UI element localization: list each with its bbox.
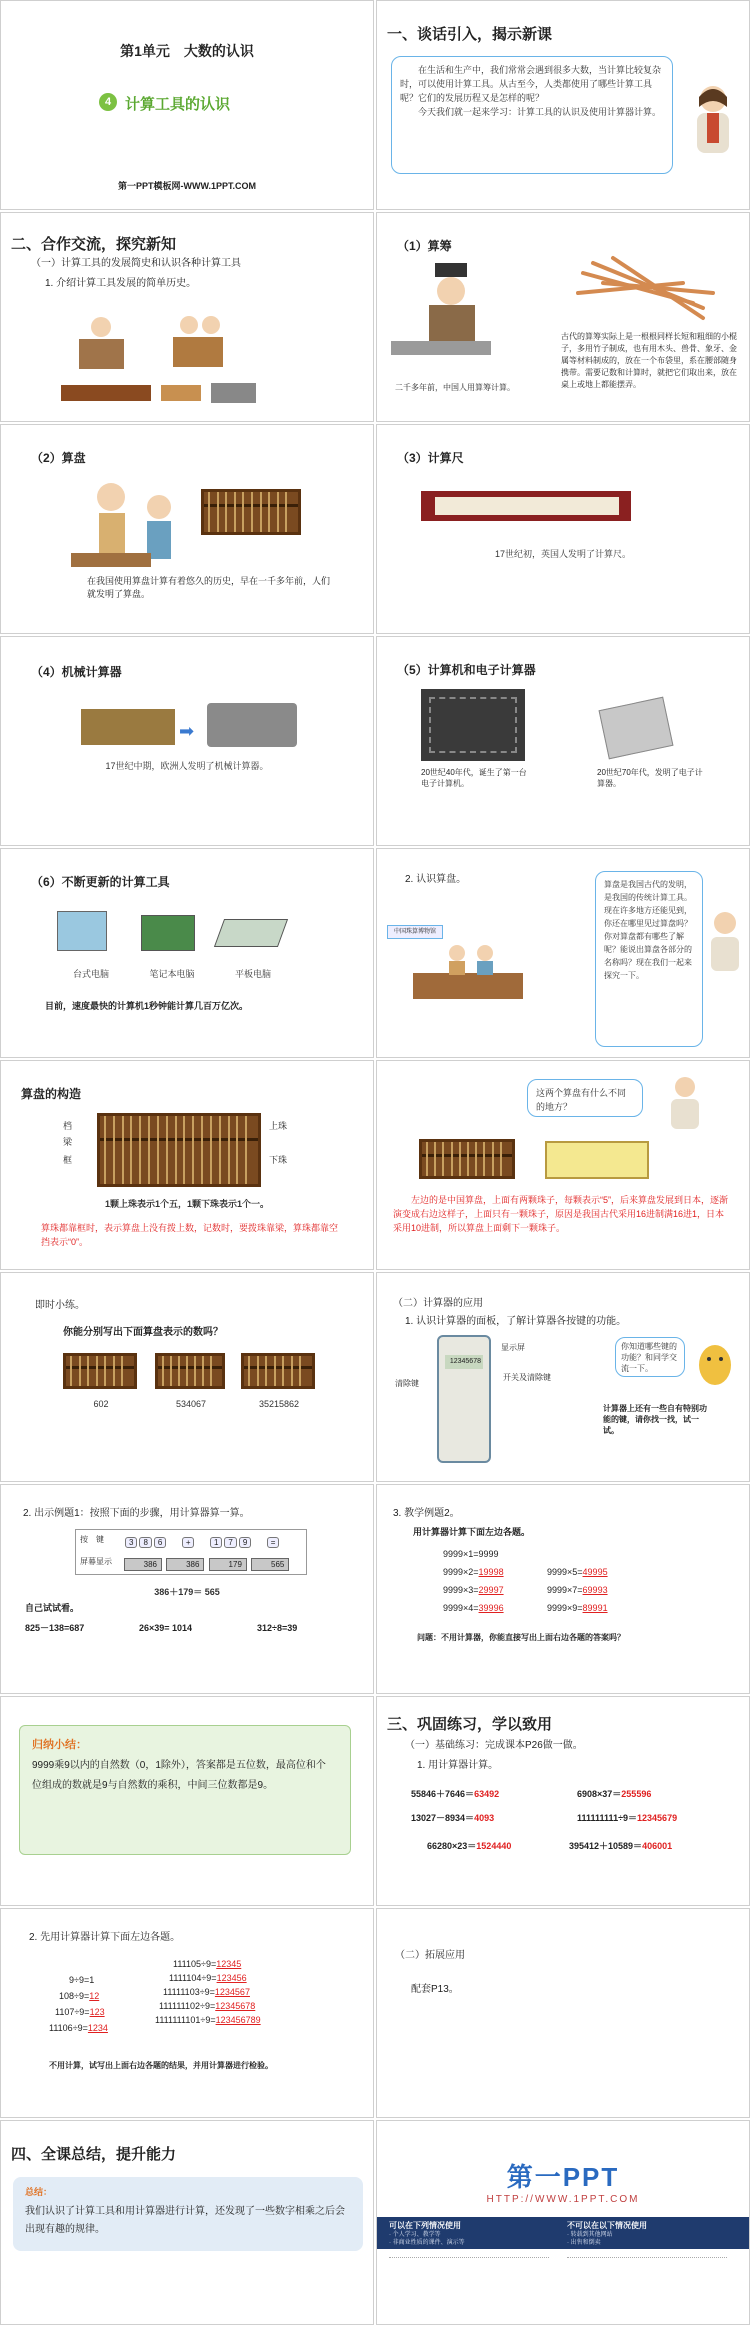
electronic-calculator-image: [599, 697, 674, 760]
list-item: 1. 认识计算器的面板，了解计算器各按键的功能。: [405, 1316, 627, 1327]
computer-caption: 20世纪40年代，诞生了第一台电子计算机。: [421, 768, 527, 788]
display-value: 565: [251, 1558, 289, 1571]
list-item: 2. 认识算盘。: [405, 874, 467, 885]
abacus-rod: [186, 1356, 188, 1386]
abacus-rod: [217, 492, 219, 532]
calculator-image: [437, 1335, 491, 1463]
display-sequence: [124, 1554, 289, 1572]
key: 7: [224, 1537, 236, 1548]
slide-abacus-structure: [0, 1060, 374, 1270]
tablet-label: 平板电脑: [234, 969, 271, 979]
chinese-abacus-image: [419, 1139, 515, 1179]
desktop-label: 台式电脑: [72, 969, 109, 979]
row-2-right: 9999×5=49995: [547, 1567, 608, 1577]
abacus-rod: [104, 1356, 106, 1386]
abacus-rod: [251, 492, 253, 532]
abacus-caption: 在我国使用算盘计算有着悠久的历史，早在一千多年前，人们就发明了算盘。: [87, 576, 331, 599]
slide-rule-image: [421, 491, 631, 521]
calc-2: 6908×37＝255596: [577, 1789, 652, 1799]
intro-paragraph-2: 今天我们就一起来学习：计算工具的认识及使用计算器计算。: [418, 107, 662, 117]
slide-rule-caption: 17世纪初，英国人发明了计算尺。: [494, 549, 631, 559]
abacus-rod: [139, 1116, 141, 1184]
abacus-rod: [245, 1116, 247, 1184]
abacus-rod: [210, 1356, 212, 1386]
section-heading: 一、谈话引入，揭示新课: [387, 26, 553, 43]
abacus-rod: [277, 492, 279, 532]
abacus-comparison-text: 左边的是中国算盘，上面有两颗珠子，每颗表示“5”，后来算盘发展到日本，逐渐演变成右边这样子，上面只有一颗珠子，原因是我国古代采用16进制满16进1，日本采用10进制，所以算盘上面剩下一颗珠子。: [393, 1195, 729, 1233]
slide-computers: [376, 636, 750, 846]
list-item: 2. 先用计算器计算下面左边各题。: [29, 1932, 181, 1943]
desktop-icon: [57, 911, 107, 951]
exercise-3: 312÷8=39: [257, 1623, 298, 1633]
abacus-rod: [242, 492, 244, 532]
key: 1: [210, 1537, 222, 1548]
slide-title: （2）算盘: [31, 451, 86, 465]
display-value: 386: [166, 1558, 204, 1571]
subheading: （二）拓展应用: [395, 1950, 465, 1961]
div-right-4: 111111102÷9=12345678: [159, 2001, 256, 2011]
calc-5: 66280×23＝1524440: [427, 1841, 512, 1851]
right-sub: · 转载到其他网站 · 出售和倒卖: [567, 2232, 613, 2246]
div-right-1: 111105÷9=12345: [173, 1959, 242, 1969]
key-sequence: [124, 1532, 280, 1550]
abacus-rod: [265, 1356, 267, 1386]
exercise-1: 825－138=687: [25, 1623, 85, 1633]
mascot-illustration: [693, 1337, 737, 1389]
abacus-rod: [234, 492, 236, 532]
slide-ad: [376, 2120, 750, 2325]
subheading: （一）基础练习：完成课本P26做一做。: [405, 1740, 583, 1751]
rods-description: 古代的算筹实际上是一根根同样长短和粗细的小棍子，多用竹子制成，也有用木头、兽骨、象牙、金属等材料制成的，放在一个布袋里，系在腰部随身携带。需要记数和计算时，就把它们取出来，放在桌上或地上都能摆弄。: [561, 332, 737, 389]
slide-title: （6）不断更新的计算工具: [31, 875, 170, 889]
laptop-label: 笔记本电脑: [149, 969, 195, 979]
abacus-rod: [475, 1142, 477, 1176]
key: 9: [239, 1537, 251, 1548]
slide-counting-rods: [376, 212, 750, 422]
key-table: [75, 1529, 307, 1575]
practice-question: 你能分别写出下面算盘表示的数吗？: [63, 1327, 223, 1338]
ad-links-left: [389, 2257, 549, 2317]
teacher-illustration: [703, 909, 749, 979]
abacus-rod: [299, 1356, 301, 1386]
abacus-rod: [426, 1142, 428, 1176]
ad-links-right: [567, 2257, 727, 2317]
row-label-keys: 按 键: [80, 1535, 104, 1544]
label-screen: 显示屏: [501, 1343, 525, 1352]
abacus-1: [63, 1353, 137, 1389]
calculator-caption: 20世纪70年代，发明了电子计算器。: [597, 768, 703, 788]
compare-bubble: 这两个算盘有什么不同的地方？: [527, 1079, 643, 1117]
abacus-rod: [210, 1116, 212, 1184]
label-beam: 档: [63, 1121, 73, 1131]
lesson-number-badge: 4: [99, 93, 117, 111]
answer-3: 35215862: [258, 1399, 300, 1409]
summary-text: 9999乘9以内的自然数（0，1除外），答案都是五位数，最高位和个位组成的数就是9与自然数的乘积，中间三位数都是9。: [32, 1760, 326, 1791]
later-calculator-image: [207, 703, 297, 747]
slide-example-2: [376, 1484, 750, 1694]
abacus-rod: [228, 1116, 230, 1184]
mechanical-calculator-image: [81, 709, 175, 745]
div-right-3: 11111103÷9=1234567: [163, 1987, 250, 1997]
slide-know-abacus: [376, 848, 750, 1058]
museum-sign: 中国珠算博物馆: [387, 925, 443, 939]
abacus-rod: [194, 1356, 196, 1386]
abacus-diagram: [97, 1113, 261, 1187]
display-value: 179: [209, 1558, 247, 1571]
abacus-rod: [162, 1356, 164, 1386]
slide-abacus: [0, 424, 374, 634]
abacus-rod: [442, 1142, 444, 1176]
tablet-icon: [214, 919, 288, 947]
key: 3: [125, 1537, 137, 1548]
example-equation: 386＋179＝ 565: [154, 1587, 220, 1597]
abacus-2: [155, 1353, 225, 1389]
label-frame: 梁: [63, 1137, 73, 1147]
row-3-right: 9999×7=69993: [547, 1585, 608, 1595]
abacus-rod: [260, 492, 262, 532]
calc-6: 395412＋10589＝406001: [569, 1841, 673, 1851]
try-label: 自己试试看。: [25, 1603, 80, 1613]
abacus-rod: [192, 1116, 194, 1184]
slide-intro: [376, 0, 750, 210]
abacus-rod: [248, 1356, 250, 1386]
abacus-bubble: 算盘是我国古代的发明，是我国的传统计算工具。现在许多地方还能见到，你还在哪里见过算盘吗？你对算盘都有哪些了解呢？能说出算盘各部分的名称吗？现在我们一起来探究一下。: [595, 871, 703, 1047]
abacus-rod: [285, 492, 287, 532]
mechanical-caption: 17世纪中期，欧洲人发明了机械计算器。: [105, 761, 269, 771]
summary-text: 我们认识了计算工具和用计算器进行计算，还发现了一些数字相乘之后会出现有趣的规律。: [25, 2206, 345, 2235]
japanese-abacus-image: [545, 1141, 649, 1179]
arrow-right-icon: ➡: [179, 721, 195, 741]
key: +: [182, 1537, 195, 1548]
abacus-rod: [236, 1116, 238, 1184]
row-2: 9999×2=19998: [443, 1567, 504, 1577]
slide-practice-division: [0, 1908, 374, 2118]
left-title: 可以在下列情况使用: [389, 2221, 461, 2230]
slide-slide-rule: [376, 424, 750, 634]
abacus-rod: [257, 1356, 259, 1386]
keys-bubble: 你知道哪些键的功能？和同学交流一下。: [615, 1337, 685, 1377]
abacus-rod: [113, 1116, 115, 1184]
slide-title: （4）机械计算器: [31, 665, 122, 679]
abacus-3: [241, 1353, 315, 1389]
calc-1: 55846＋7646＝63492: [411, 1789, 500, 1799]
abacus-rod: [170, 1356, 172, 1386]
division-note: 不用计算，试写出上面右边各题的结果，并用计算器进行检验。: [49, 2061, 273, 2070]
slide-practice: [0, 1272, 374, 1482]
abacus-rod: [122, 1116, 124, 1184]
slide-title: （1）算筹: [397, 239, 452, 253]
abacus-rod: [175, 1116, 177, 1184]
intro-paragraph-1: 在生活和生产中，我们常常会遇到很多大数，当计算比较复杂时，可以使用计算工具。从古至今，人类都使用了哪些计算工具呢？它们的发展历程又是怎样的呢？: [400, 65, 662, 103]
row-1: 9999×1=9999: [443, 1549, 499, 1559]
exercise-2: 26×39= 1014: [139, 1623, 193, 1633]
slide-mechanical: [0, 636, 374, 846]
summary-label: 总结：: [25, 2187, 53, 2197]
abacus-rod: [157, 1116, 159, 1184]
summary-label: 归纳小结：: [32, 1739, 87, 1751]
label-lower-bead: 下珠: [269, 1155, 288, 1165]
calc-4: 111111111÷9＝12345679: [577, 1813, 678, 1823]
abacus-rod: [274, 1356, 276, 1386]
slide-title: （3）计算尺: [397, 451, 464, 465]
abacus-rod: [148, 1116, 150, 1184]
summary-box: [13, 2177, 363, 2251]
left-sub: · 个人学习、教学等 · 非商业性质的课件、演示等: [389, 2232, 465, 2246]
row-4: 9999×4=39996: [443, 1603, 504, 1613]
abacus-rod: [166, 1116, 168, 1184]
abacus-rod: [178, 1356, 180, 1386]
abacus-rod: [201, 1116, 203, 1184]
teacher-illustration: [663, 1075, 709, 1135]
label-rod: 框: [63, 1155, 73, 1165]
rods-caption: 二千多年前，中国人用算筹计算。: [395, 383, 515, 392]
abacus-rod: [202, 1356, 204, 1386]
summary-card: [19, 1725, 351, 1855]
abacus-rod: [434, 1142, 436, 1176]
zero-note: 算珠都靠框时，表示算盘上没有拨上数，记数时，要拨珠靠梁，算珠都靠空挡表示“0”。: [41, 1223, 339, 1247]
extension-text: 配套P13。: [411, 1984, 459, 1995]
question: 问题：不用计算器，你能直接写出上面右边各题的答案吗？: [417, 1633, 625, 1642]
ad-footer: [377, 2217, 749, 2249]
abacus-rod: [282, 1356, 284, 1386]
abacus-image: [201, 489, 301, 535]
section-heading: 三、巩固练习，学以致用: [387, 1716, 553, 1733]
answer-2: 534067: [175, 1399, 207, 1409]
slide-calculator-use: [376, 1272, 750, 1482]
section-heading: 四、全课总结，提升能力: [11, 2146, 177, 2163]
slide-summary-rule: [0, 1696, 374, 1906]
slide-title: 算盘的构造: [21, 1087, 82, 1101]
slide-cover: [0, 0, 374, 210]
calculator-display: 12345678: [445, 1355, 483, 1369]
slide-extension: [376, 1908, 750, 2118]
slide-practice-basic: [376, 1696, 750, 1906]
calc-3: 13027－8934＝4093: [411, 1813, 495, 1823]
div-right-2: 1111104÷9=123456: [169, 1973, 247, 1983]
abacus-rod: [225, 492, 227, 532]
lesson-title: 计算工具的认识: [125, 96, 231, 113]
logo-url: HTTP://WWW.1PPT.COM: [486, 2194, 640, 2205]
right-title: 不可以在以下情况使用: [567, 2221, 647, 2230]
label-clear-key: 清除键: [395, 1379, 419, 1388]
abacus-rod: [79, 1356, 81, 1386]
logo: 第一PPT: [506, 2162, 620, 2192]
row-4-right: 9999×9=89991: [547, 1603, 608, 1613]
teacher-illustration: [685, 81, 741, 161]
slide-compare-abacus: [376, 1060, 750, 1270]
label-upper-bead: 上珠: [269, 1121, 288, 1131]
list-item: 1. 用计算器计算。: [417, 1760, 499, 1771]
abacus-rod: [467, 1142, 469, 1176]
label-on-key: 开关及清除键: [503, 1373, 551, 1382]
subheading: （一）计算工具的发展简史和认识各种计算工具: [31, 258, 241, 269]
div-left-4: 11106÷9=1234: [49, 2023, 108, 2033]
counting-rods-image: [573, 253, 723, 323]
slide-example-1: [0, 1484, 374, 1694]
abacus-rod: [183, 1116, 185, 1184]
abacus-rod: [483, 1142, 485, 1176]
section-heading: 二、合作交流，探究新知: [11, 236, 177, 253]
abacus-rod: [121, 1356, 123, 1386]
display-value: 386: [124, 1558, 162, 1571]
row-3: 9999×3=29997: [443, 1585, 504, 1595]
museum-illustration: [413, 933, 525, 1003]
slide-summary: [0, 2120, 374, 2325]
row-label-display: 屏幕显示: [80, 1557, 112, 1566]
div-right-5: 1111111101÷9=123456789: [155, 2015, 261, 2025]
subheading: 用计算器计算下面左边各题。: [413, 1527, 531, 1537]
laptop-icon: [141, 915, 195, 951]
abacus-rod: [130, 1116, 132, 1184]
abacus-rod: [70, 1356, 72, 1386]
div-left-3: 1107÷9=123: [55, 2007, 105, 2017]
unit-title: 第1单元 大数的认识: [120, 43, 254, 59]
ancient-scholar-illustration: [391, 263, 501, 363]
slide-modern-tools: [0, 848, 374, 1058]
slide-title: （5）计算机和电子计算器: [397, 663, 536, 677]
list-item: 3. 教学例题2。: [393, 1508, 460, 1519]
list-item: 1. 介绍计算工具发展的简单历史。: [45, 278, 197, 289]
abacus-rod: [451, 1142, 453, 1176]
abacus-rod: [208, 492, 210, 532]
intro-bubble: [391, 56, 673, 174]
practice-title: 即时小练。: [35, 1300, 85, 1311]
abacus-rod: [291, 1356, 293, 1386]
abacus-rod: [104, 1116, 106, 1184]
abacus-rod: [459, 1142, 461, 1176]
tip-text: 计算器上还有一些自有特别功能的键，请你找一找，试一试。: [603, 1404, 707, 1435]
abacus-rod: [96, 1356, 98, 1386]
div-left-2: 108÷9=12: [59, 1991, 100, 2001]
abacus-users-illustration: [71, 473, 191, 573]
key: 8: [139, 1537, 151, 1548]
site-text: 第一PPT模板网-WWW.1PPT.COM: [118, 181, 256, 191]
abacus-rod: [219, 1116, 221, 1184]
abacus-rod: [87, 1356, 89, 1386]
history-illustrations: [61, 305, 311, 415]
speed-note: 目前，速度最快的计算机1秒钟能计算几百万亿次。: [45, 1001, 249, 1011]
div-left-1: 9÷9=1: [69, 1975, 95, 1985]
list-item: 2. 出示例题1：按照下面的步骤，用计算器算一算。: [23, 1508, 250, 1519]
abacus-rod: [492, 1142, 494, 1176]
early-computer-image: [421, 689, 525, 761]
subheading: （二）计算器的应用: [393, 1298, 483, 1309]
key: 6: [154, 1537, 166, 1548]
abacus-rod: [500, 1142, 502, 1176]
answer-1: 602: [93, 1399, 109, 1409]
abacus-rod: [268, 492, 270, 532]
key: =: [267, 1537, 280, 1548]
slide-explore: [0, 212, 374, 422]
abacus-rod: [113, 1356, 115, 1386]
bead-rule: 1颗上珠表示1个五，1颗下珠表示1个一。: [104, 1199, 270, 1209]
